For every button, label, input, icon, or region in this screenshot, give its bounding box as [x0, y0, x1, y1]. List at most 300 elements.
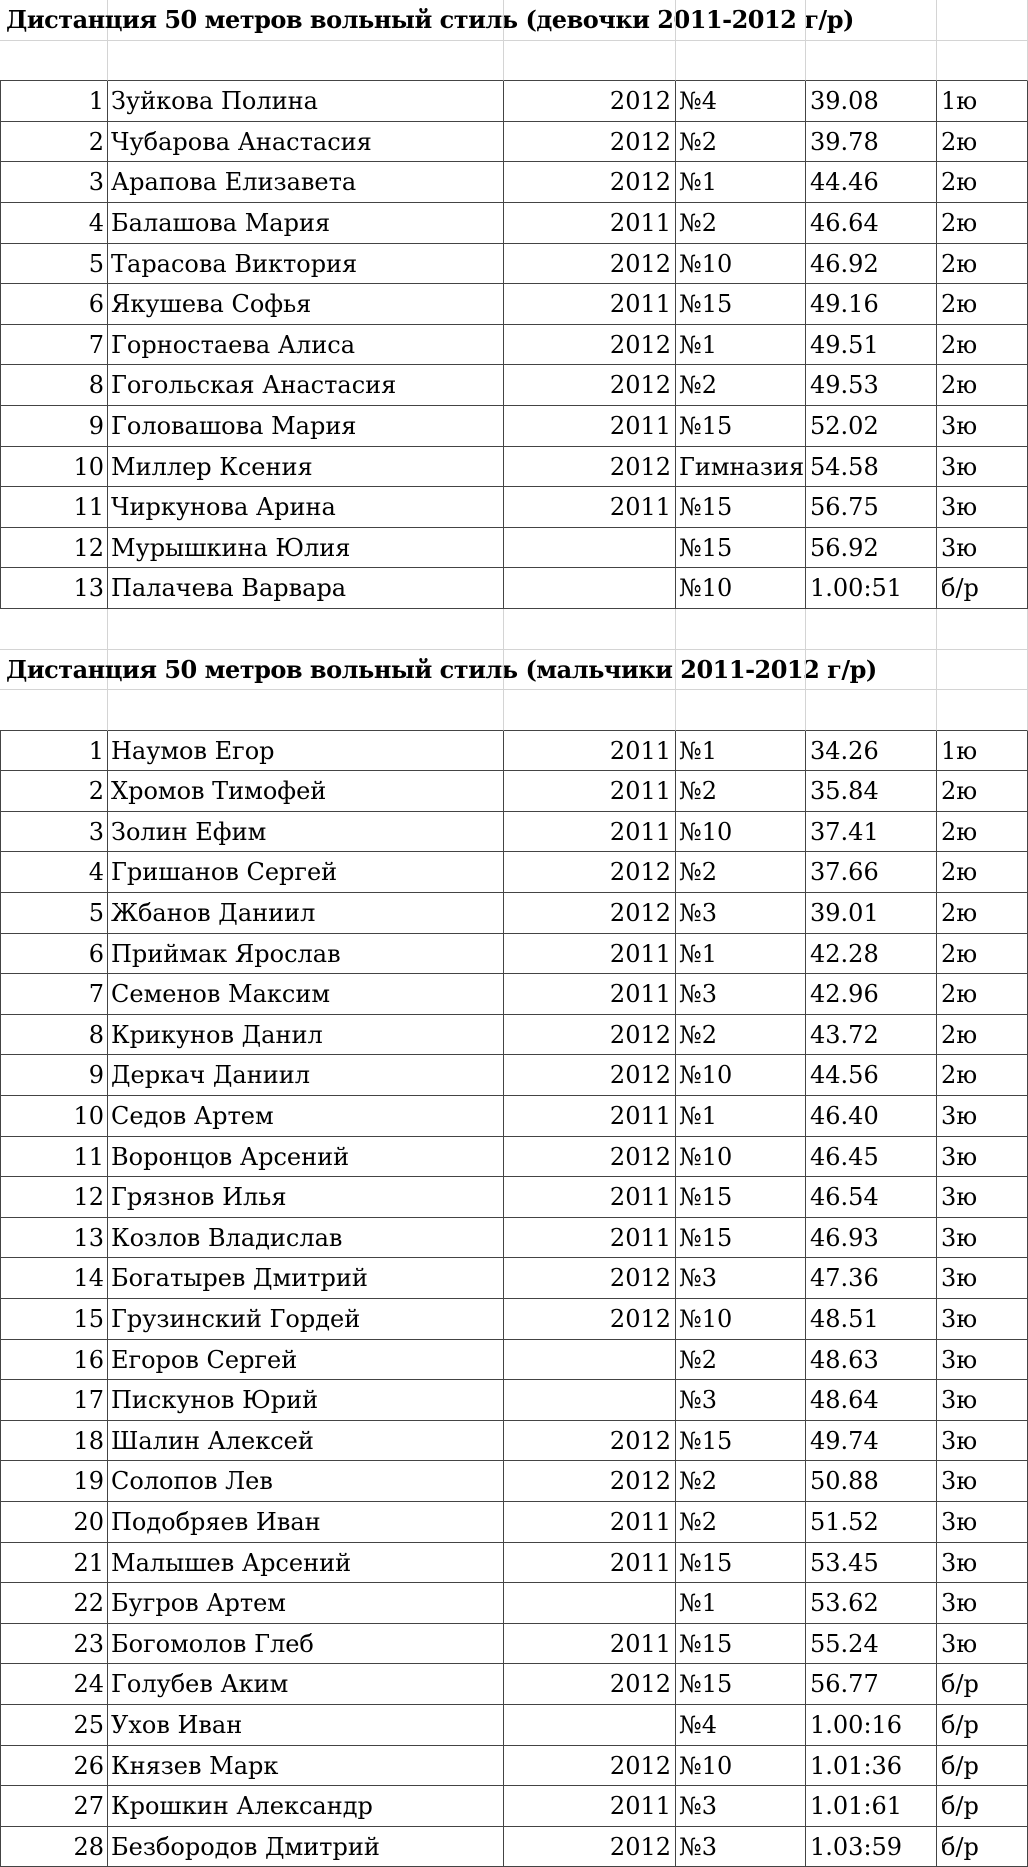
place-cell[interactable]: 18: [0, 1421, 108, 1462]
school-cell[interactable]: №2: [676, 852, 806, 893]
rank-cell[interactable]: 2ю: [937, 771, 1028, 812]
name-cell[interactable]: Семенов Максим: [108, 974, 504, 1015]
year-cell[interactable]: 2011: [504, 1786, 676, 1827]
rank-cell[interactable]: 3ю: [937, 1299, 1028, 1340]
time-cell[interactable]: 48.51: [806, 1299, 937, 1340]
time-cell[interactable]: 42.28: [806, 934, 937, 975]
name-cell[interactable]: Бугров Артем: [108, 1583, 504, 1624]
school-cell[interactable]: №2: [676, 1502, 806, 1543]
empty-cell[interactable]: [108, 0, 504, 41]
rank-cell[interactable]: 2ю: [937, 284, 1028, 325]
place-cell[interactable]: 13: [0, 568, 108, 609]
school-cell[interactable]: №4: [676, 81, 806, 122]
school-cell[interactable]: №15: [676, 284, 806, 325]
rank-cell[interactable]: 2ю: [937, 812, 1028, 853]
name-cell[interactable]: Гришанов Сергей: [108, 852, 504, 893]
year-cell[interactable]: [504, 568, 676, 609]
year-cell[interactable]: 2012: [504, 1421, 676, 1462]
school-cell[interactable]: №10: [676, 1137, 806, 1178]
name-cell[interactable]: Безбородов Дмитрий: [108, 1827, 504, 1867]
year-cell[interactable]: 2012: [504, 1055, 676, 1096]
rank-cell[interactable]: б/р: [937, 1746, 1028, 1787]
year-cell[interactable]: 2012: [504, 447, 676, 488]
name-cell[interactable]: Пискунов Юрий: [108, 1380, 504, 1421]
time-cell[interactable]: 50.88: [806, 1461, 937, 1502]
result-row: [0, 162, 1028, 203]
empty-cell[interactable]: [0, 690, 108, 731]
time-cell[interactable]: 49.16: [806, 284, 937, 325]
result-row: [0, 1137, 1028, 1178]
place-cell[interactable]: 11: [0, 487, 108, 528]
name-cell[interactable]: Воронцов Арсений: [108, 1137, 504, 1178]
name-cell[interactable]: Ухов Иван: [108, 1705, 504, 1746]
year-cell[interactable]: [504, 1705, 676, 1746]
time-cell[interactable]: 37.66: [806, 852, 937, 893]
place-cell[interactable]: 20: [0, 1502, 108, 1543]
empty-cell[interactable]: [504, 650, 676, 691]
empty-cell[interactable]: [504, 41, 676, 82]
school-cell[interactable]: №10: [676, 1746, 806, 1787]
rank-cell[interactable]: 3ю: [937, 1137, 1028, 1178]
empty-cell[interactable]: [676, 41, 806, 82]
name-cell[interactable]: Богатырев Дмитрий: [108, 1258, 504, 1299]
year-cell[interactable]: 2011: [504, 974, 676, 1015]
time-cell[interactable]: 54.58: [806, 447, 937, 488]
place-cell[interactable]: 25: [0, 1705, 108, 1746]
rank-cell[interactable]: 2ю: [937, 365, 1028, 406]
rank-cell[interactable]: 3ю: [937, 1461, 1028, 1502]
school-cell[interactable]: №15: [676, 528, 806, 569]
empty-cell[interactable]: [504, 609, 676, 650]
empty-cell[interactable]: [937, 650, 1028, 691]
result-row: [0, 122, 1028, 163]
result-row: [0, 1543, 1028, 1584]
name-cell[interactable]: Палачева Варвара: [108, 568, 504, 609]
year-cell[interactable]: 2012: [504, 122, 676, 163]
name-cell[interactable]: Егоров Сергей: [108, 1340, 504, 1381]
rank-cell[interactable]: 3ю: [937, 447, 1028, 488]
school-cell[interactable]: №15: [676, 487, 806, 528]
time-cell[interactable]: 49.51: [806, 325, 937, 366]
school-cell[interactable]: №1: [676, 1583, 806, 1624]
year-cell[interactable]: 2011: [504, 771, 676, 812]
empty-cell[interactable]: [108, 690, 504, 731]
rank-cell[interactable]: б/р: [937, 1827, 1028, 1867]
time-cell[interactable]: 47.36: [806, 1258, 937, 1299]
year-cell[interactable]: 2012: [504, 1461, 676, 1502]
place-cell[interactable]: 14: [0, 1258, 108, 1299]
rank-cell[interactable]: 3ю: [937, 528, 1028, 569]
place-cell[interactable]: 1: [0, 81, 108, 122]
rank-cell[interactable]: 3ю: [937, 1380, 1028, 1421]
time-cell[interactable]: 1.01:36: [806, 1746, 937, 1787]
school-cell[interactable]: №2: [676, 203, 806, 244]
empty-cell[interactable]: [108, 41, 504, 82]
name-cell[interactable]: Чубарова Анастасия: [108, 122, 504, 163]
name-cell[interactable]: Подобряев Иван: [108, 1502, 504, 1543]
name-cell[interactable]: Гогольская Анастасия: [108, 365, 504, 406]
time-cell[interactable]: 39.08: [806, 81, 937, 122]
place-cell[interactable]: 22: [0, 1583, 108, 1624]
time-cell[interactable]: 1.01:61: [806, 1786, 937, 1827]
name-cell[interactable]: Зуйкова Полина: [108, 81, 504, 122]
result-row: [0, 1380, 1028, 1421]
school-cell[interactable]: №3: [676, 974, 806, 1015]
year-cell[interactable]: [504, 1380, 676, 1421]
place-cell[interactable]: 21: [0, 1543, 108, 1584]
name-cell[interactable]: Крикунов Данил: [108, 1015, 504, 1056]
rank-cell[interactable]: 2ю: [937, 1015, 1028, 1056]
year-cell[interactable]: 2011: [504, 1096, 676, 1137]
name-cell[interactable]: Жбанов Даниил: [108, 893, 504, 934]
school-cell[interactable]: №3: [676, 1786, 806, 1827]
place-cell[interactable]: 3: [0, 812, 108, 853]
year-cell[interactable]: 2012: [504, 1137, 676, 1178]
section-title-row: [0, 0, 1028, 41]
time-cell[interactable]: 46.45: [806, 1137, 937, 1178]
time-cell[interactable]: 1.00:51: [806, 568, 937, 609]
time-cell[interactable]: 56.77: [806, 1664, 937, 1705]
rank-cell[interactable]: 3ю: [937, 1218, 1028, 1259]
empty-cell[interactable]: [676, 690, 806, 731]
result-row: [0, 1583, 1028, 1624]
time-cell[interactable]: 34.26: [806, 731, 937, 772]
rank-cell[interactable]: б/р: [937, 1786, 1028, 1827]
empty-row: [0, 609, 1028, 650]
time-cell[interactable]: 46.40: [806, 1096, 937, 1137]
place-cell[interactable]: 2: [0, 771, 108, 812]
result-row: [0, 203, 1028, 244]
rank-cell[interactable]: 2ю: [937, 852, 1028, 893]
rank-cell[interactable]: 3ю: [937, 1096, 1028, 1137]
section-title: Дистанция 50 метров вольный стиль (мальчики 2011-2012 г/р): [6, 654, 877, 684]
empty-cell[interactable]: [806, 609, 937, 650]
time-cell[interactable]: 43.72: [806, 1015, 937, 1056]
empty-cell[interactable]: [0, 609, 108, 650]
year-cell[interactable]: 2012: [504, 365, 676, 406]
result-row: [0, 1015, 1028, 1056]
result-row: [0, 731, 1028, 772]
school-cell[interactable]: №10: [676, 568, 806, 609]
school-cell[interactable]: №2: [676, 1015, 806, 1056]
result-row: [0, 1218, 1028, 1259]
school-cell[interactable]: №3: [676, 893, 806, 934]
year-cell[interactable]: 2011: [504, 203, 676, 244]
year-cell[interactable]: 2012: [504, 893, 676, 934]
empty-cell[interactable]: [806, 690, 937, 731]
place-cell[interactable]: 12: [0, 528, 108, 569]
place-cell[interactable]: 6: [0, 284, 108, 325]
place-cell[interactable]: 17: [0, 1380, 108, 1421]
place-cell[interactable]: 10: [0, 447, 108, 488]
year-cell[interactable]: 2012: [504, 1015, 676, 1056]
name-cell[interactable]: Шалин Алексей: [108, 1421, 504, 1462]
result-row: [0, 1177, 1028, 1218]
rank-cell[interactable]: 2ю: [937, 162, 1028, 203]
time-cell[interactable]: 53.62: [806, 1583, 937, 1624]
result-row: [0, 244, 1028, 285]
empty-cell[interactable]: [937, 0, 1028, 41]
school-cell[interactable]: №2: [676, 1340, 806, 1381]
name-cell[interactable]: Наумов Егор: [108, 731, 504, 772]
school-cell[interactable]: №1: [676, 325, 806, 366]
rank-cell[interactable]: 2ю: [937, 325, 1028, 366]
place-cell[interactable]: 9: [0, 1055, 108, 1096]
place-cell[interactable]: 26: [0, 1746, 108, 1787]
name-cell[interactable]: Приймак Ярослав: [108, 934, 504, 975]
section-title-cell[interactable]: [0, 0, 854, 41]
year-cell[interactable]: [504, 1340, 676, 1381]
year-cell[interactable]: 2012: [504, 852, 676, 893]
empty-cell[interactable]: [108, 650, 504, 691]
school-cell[interactable]: №4: [676, 1705, 806, 1746]
place-cell[interactable]: 13: [0, 1218, 108, 1259]
rank-cell[interactable]: 2ю: [937, 244, 1028, 285]
result-row: [0, 771, 1028, 812]
year-cell[interactable]: 2011: [504, 1177, 676, 1218]
result-row: [0, 812, 1028, 853]
name-cell[interactable]: Богомолов Глеб: [108, 1624, 504, 1665]
time-cell[interactable]: 35.84: [806, 771, 937, 812]
name-cell[interactable]: Деркач Даниил: [108, 1055, 504, 1096]
empty-cell[interactable]: [676, 609, 806, 650]
place-cell[interactable]: 23: [0, 1624, 108, 1665]
school-cell[interactable]: №15: [676, 406, 806, 447]
year-cell[interactable]: [504, 528, 676, 569]
rank-cell[interactable]: 1ю: [937, 731, 1028, 772]
empty-cell[interactable]: [108, 609, 504, 650]
result-row: [0, 893, 1028, 934]
time-cell[interactable]: 42.96: [806, 974, 937, 1015]
school-cell[interactable]: №10: [676, 1055, 806, 1096]
empty-row: [0, 41, 1028, 82]
school-cell[interactable]: №1: [676, 1096, 806, 1137]
school-cell[interactable]: №10: [676, 812, 806, 853]
rank-cell[interactable]: 3ю: [937, 1583, 1028, 1624]
rank-cell[interactable]: 3ю: [937, 1421, 1028, 1462]
name-cell[interactable]: Голубев Аким: [108, 1664, 504, 1705]
year-cell[interactable]: 2012: [504, 244, 676, 285]
name-cell[interactable]: Арапова Елизавета: [108, 162, 504, 203]
name-cell[interactable]: Грязнов Илья: [108, 1177, 504, 1218]
place-cell[interactable]: 9: [0, 406, 108, 447]
empty-cell[interactable]: [806, 650, 937, 691]
time-cell[interactable]: 39.01: [806, 893, 937, 934]
rank-cell[interactable]: б/р: [937, 1705, 1028, 1746]
result-row: [0, 447, 1028, 488]
place-cell[interactable]: 6: [0, 934, 108, 975]
place-cell[interactable]: 27: [0, 1786, 108, 1827]
name-cell[interactable]: Чиркунова Арина: [108, 487, 504, 528]
rank-cell[interactable]: 3ю: [937, 1502, 1028, 1543]
school-cell[interactable]: №10: [676, 244, 806, 285]
rank-cell[interactable]: 3ю: [937, 1624, 1028, 1665]
year-cell[interactable]: 2012: [504, 1664, 676, 1705]
rank-cell[interactable]: 3ю: [937, 487, 1028, 528]
school-cell[interactable]: №2: [676, 771, 806, 812]
school-cell[interactable]: №15: [676, 1624, 806, 1665]
name-cell[interactable]: Балашова Мария: [108, 203, 504, 244]
time-cell[interactable]: 46.92: [806, 244, 937, 285]
school-cell[interactable]: №3: [676, 1258, 806, 1299]
school-cell[interactable]: Гимназия: [676, 447, 806, 488]
name-cell[interactable]: Князев Марк: [108, 1746, 504, 1787]
place-cell[interactable]: 11: [0, 1137, 108, 1178]
school-cell[interactable]: №15: [676, 1543, 806, 1584]
name-cell[interactable]: Седов Артем: [108, 1096, 504, 1137]
name-cell[interactable]: Солопов Лев: [108, 1461, 504, 1502]
result-row: [0, 1786, 1028, 1827]
school-cell[interactable]: №2: [676, 122, 806, 163]
name-cell[interactable]: Малышев Арсений: [108, 1543, 504, 1584]
time-cell[interactable]: 48.63: [806, 1340, 937, 1381]
name-cell[interactable]: Золин Ефим: [108, 812, 504, 853]
name-cell[interactable]: Горностаева Алиса: [108, 325, 504, 366]
empty-cell[interactable]: [0, 41, 108, 82]
time-cell[interactable]: 49.53: [806, 365, 937, 406]
time-cell[interactable]: 51.52: [806, 1502, 937, 1543]
rank-cell[interactable]: 3ю: [937, 1258, 1028, 1299]
time-cell[interactable]: 1.00:16: [806, 1705, 937, 1746]
place-cell[interactable]: 1: [0, 731, 108, 772]
name-cell[interactable]: Тарасова Виктория: [108, 244, 504, 285]
school-cell[interactable]: №15: [676, 1177, 806, 1218]
year-cell[interactable]: 2011: [504, 1218, 676, 1259]
place-cell[interactable]: 8: [0, 1015, 108, 1056]
empty-cell[interactable]: [937, 609, 1028, 650]
place-cell[interactable]: 7: [0, 325, 108, 366]
year-cell[interactable]: 2011: [504, 1502, 676, 1543]
place-cell[interactable]: 4: [0, 852, 108, 893]
time-cell[interactable]: 53.45: [806, 1543, 937, 1584]
time-cell[interactable]: 56.92: [806, 528, 937, 569]
year-cell[interactable]: 2011: [504, 487, 676, 528]
time-cell[interactable]: 56.75: [806, 487, 937, 528]
empty-cell[interactable]: [937, 690, 1028, 731]
year-cell[interactable]: 2012: [504, 162, 676, 203]
year-cell[interactable]: 2011: [504, 406, 676, 447]
year-cell[interactable]: 2011: [504, 1624, 676, 1665]
empty-cell[interactable]: [676, 650, 806, 691]
section-title-cell[interactable]: [0, 650, 877, 691]
rank-cell[interactable]: 3ю: [937, 406, 1028, 447]
empty-cell[interactable]: [676, 0, 806, 41]
time-cell[interactable]: 46.93: [806, 1218, 937, 1259]
year-cell[interactable]: 2011: [504, 934, 676, 975]
year-cell[interactable]: 2012: [504, 1746, 676, 1787]
result-row: [0, 934, 1028, 975]
school-cell[interactable]: №2: [676, 365, 806, 406]
rank-cell[interactable]: б/р: [937, 1664, 1028, 1705]
time-cell[interactable]: 46.54: [806, 1177, 937, 1218]
rank-cell[interactable]: 1ю: [937, 81, 1028, 122]
name-cell[interactable]: Грузинский Гордей: [108, 1299, 504, 1340]
year-cell[interactable]: [504, 1583, 676, 1624]
school-cell[interactable]: №15: [676, 1218, 806, 1259]
year-cell[interactable]: 2012: [504, 81, 676, 122]
place-cell[interactable]: 2: [0, 122, 108, 163]
name-cell[interactable]: Миллер Ксения: [108, 447, 504, 488]
empty-cell[interactable]: [806, 41, 937, 82]
empty-cell[interactable]: [504, 0, 676, 41]
rank-cell[interactable]: 2ю: [937, 893, 1028, 934]
school-cell[interactable]: №15: [676, 1664, 806, 1705]
time-cell[interactable]: 44.46: [806, 162, 937, 203]
empty-cell[interactable]: [937, 41, 1028, 82]
name-cell[interactable]: Головашова Мария: [108, 406, 504, 447]
time-cell[interactable]: 1.03:59: [806, 1827, 937, 1867]
place-cell[interactable]: 3: [0, 162, 108, 203]
name-cell[interactable]: Крошкин Александр: [108, 1786, 504, 1827]
name-cell[interactable]: Якушева Софья: [108, 284, 504, 325]
place-cell[interactable]: 4: [0, 203, 108, 244]
rank-cell[interactable]: 2ю: [937, 203, 1028, 244]
time-cell[interactable]: 49.74: [806, 1421, 937, 1462]
place-cell[interactable]: 19: [0, 1461, 108, 1502]
place-cell[interactable]: 8: [0, 365, 108, 406]
time-cell[interactable]: 46.64: [806, 203, 937, 244]
school-cell[interactable]: №1: [676, 934, 806, 975]
place-cell[interactable]: 7: [0, 974, 108, 1015]
school-cell[interactable]: №15: [676, 1421, 806, 1462]
empty-cell[interactable]: [806, 0, 937, 41]
year-cell[interactable]: 2011: [504, 1543, 676, 1584]
time-cell[interactable]: 52.02: [806, 406, 937, 447]
name-cell[interactable]: Хромов Тимофей: [108, 771, 504, 812]
year-cell[interactable]: 2011: [504, 812, 676, 853]
place-cell[interactable]: 28: [0, 1827, 108, 1867]
name-cell[interactable]: Мурышкина Юлия: [108, 528, 504, 569]
place-cell[interactable]: 10: [0, 1096, 108, 1137]
year-cell[interactable]: 2012: [504, 325, 676, 366]
year-cell[interactable]: 2011: [504, 284, 676, 325]
rank-cell[interactable]: 3ю: [937, 1340, 1028, 1381]
year-cell[interactable]: 2011: [504, 731, 676, 772]
result-row: [0, 487, 1028, 528]
rank-cell[interactable]: 3ю: [937, 1177, 1028, 1218]
school-cell[interactable]: №1: [676, 162, 806, 203]
school-cell[interactable]: №3: [676, 1827, 806, 1867]
result-row: [0, 1055, 1028, 1096]
rank-cell[interactable]: б/р: [937, 568, 1028, 609]
time-cell[interactable]: 44.56: [806, 1055, 937, 1096]
time-cell[interactable]: 55.24: [806, 1624, 937, 1665]
place-cell[interactable]: 16: [0, 1340, 108, 1381]
place-cell[interactable]: 15: [0, 1299, 108, 1340]
year-cell[interactable]: 2012: [504, 1827, 676, 1867]
school-cell[interactable]: №3: [676, 1380, 806, 1421]
time-cell[interactable]: 39.78: [806, 122, 937, 163]
name-cell[interactable]: Козлов Владислав: [108, 1218, 504, 1259]
school-cell[interactable]: №10: [676, 1299, 806, 1340]
rank-cell[interactable]: 2ю: [937, 122, 1028, 163]
time-cell[interactable]: 48.64: [806, 1380, 937, 1421]
year-cell[interactable]: 2012: [504, 1258, 676, 1299]
rank-cell[interactable]: 2ю: [937, 934, 1028, 975]
place-cell[interactable]: 5: [0, 893, 108, 934]
school-cell[interactable]: №1: [676, 731, 806, 772]
school-cell[interactable]: №2: [676, 1461, 806, 1502]
year-cell[interactable]: 2012: [504, 1299, 676, 1340]
rank-cell[interactable]: 2ю: [937, 1055, 1028, 1096]
place-cell[interactable]: 12: [0, 1177, 108, 1218]
rank-cell[interactable]: 2ю: [937, 974, 1028, 1015]
empty-cell[interactable]: [504, 690, 676, 731]
place-cell[interactable]: 5: [0, 244, 108, 285]
time-cell[interactable]: 37.41: [806, 812, 937, 853]
place-cell[interactable]: 24: [0, 1664, 108, 1705]
rank-cell[interactable]: 3ю: [937, 1543, 1028, 1584]
